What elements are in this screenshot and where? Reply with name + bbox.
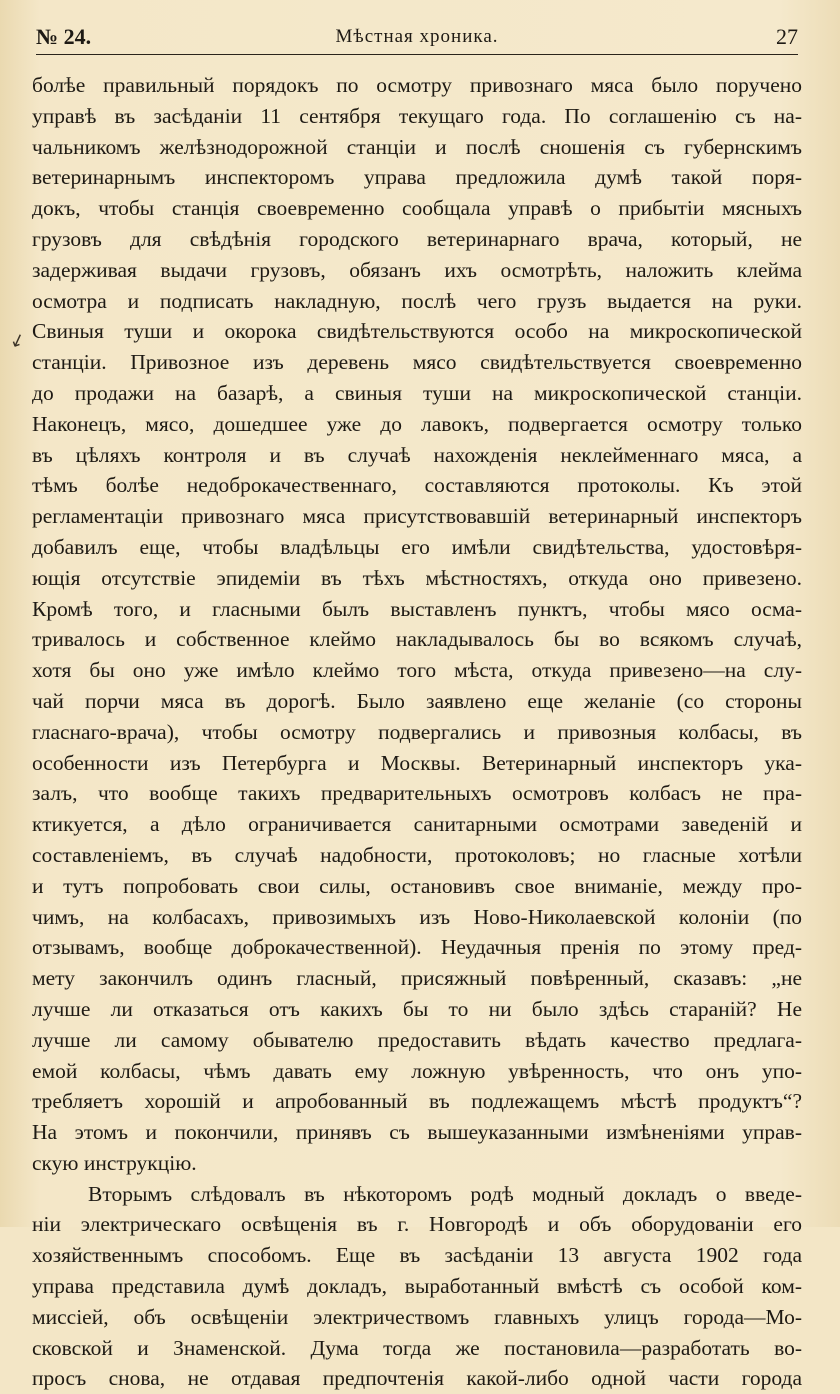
text-line: чай порчи мяса въ дорогѣ. Было заявлено еще желаніе (со стороны	[32, 688, 802, 713]
text-line: залъ, что вообще такихъ предварительныхъ осмотровъ колбасъ не пра-	[32, 781, 802, 806]
margin-pencil-mark: ↙	[6, 328, 29, 353]
text-line: сковской и Знаменской. Дума тогда же постановила—разработать во-	[32, 1335, 802, 1360]
text-line: ктикуется, а дѣло ограничивается санитарными осмотрами заведеній и	[32, 812, 802, 837]
paragraph-start-line: Вторымъ слѣдовалъ въ нѣкоторомъ родѣ модный докладъ о введе-	[88, 1181, 802, 1206]
text-line: ющія отсутствіе эпидеміи въ тѣхъ мѣстностяхъ, откуда оно привезено.	[32, 565, 802, 590]
text-line: станціи. Привозное изъ деревень мясо свидѣтельствуется своевременно	[32, 350, 802, 375]
text-line: отзывамъ, вообще доброкачественной). Неудачныя пренія по этому пред-	[32, 935, 802, 960]
text-line: добавилъ еще, чтобы владѣльцы его имѣли свидѣтельства, удостовѣря-	[32, 534, 802, 559]
page-header	[36, 22, 798, 52]
text-line: болѣе правильный порядокъ по осмотру привознаго мяса было поручено	[32, 73, 802, 97]
issue-number: № 24.	[36, 24, 92, 49]
text-line: На этомъ и покончили, принявъ съ вышеуказанными измѣненіями управ-	[32, 1120, 802, 1145]
body-text	[32, 70, 802, 1394]
text-line: Наконецъ, мясо, дошедшее уже до лавокъ, подвергается осмотру только	[32, 411, 802, 436]
text-line: ніи электрическаго освѣщенія въ г. Новгородѣ и объ оборудованіи его	[32, 1212, 802, 1237]
section-title: Мѣстная хроника.	[335, 26, 499, 47]
text-line: тѣмъ болѣе недоброкачественнаго, составляются протоколы. Къ этой	[32, 473, 802, 498]
text-line: до продажи на базарѣ, а свиныя туши на микроскопической станціи.	[32, 380, 802, 405]
text-line: лучше ли отказаться отъ какихъ бы то ни было здѣсь стараній? Не	[32, 996, 802, 1021]
text-line: емой колбасы, чѣмъ давать ему ложную увѣренность, что онъ упо-	[32, 1058, 802, 1083]
text-line: требляетъ хорошій и апробованный въ подлежащемъ мѣстѣ продуктъ“?	[32, 1089, 802, 1114]
text-line: составленіемъ, въ случаѣ надобности, протоколовъ; но гласные хотѣли	[32, 842, 802, 867]
text-line: управѣ въ засѣданіи 11 сентября текущаго года. По соглашенію съ на-	[32, 103, 802, 128]
text-line: регламентаціи привознаго мяса присутствовавшій ветеринарный инспекторъ	[32, 504, 802, 529]
text-line: управа представила думѣ докладъ, выработанный вмѣстѣ съ особой ком-	[32, 1274, 802, 1299]
text-line: просъ снова, не отдавая предпочтенія какой-либо одной части города	[32, 1366, 802, 1391]
text-line: гласнаго-врача), чтобы осмотру подвергались и привозныя колбасы, въ	[32, 719, 802, 744]
text-line: ветеринарнымъ инспекторомъ управа предложила думѣ такой поря-	[32, 165, 802, 190]
text-line: Свиныя туши и окорока свидѣтельствуются особо на микроскопической	[32, 319, 802, 344]
text-line: осмотра и подписать накладную, послѣ чего грузъ выдается на руки.	[32, 288, 802, 313]
text-line: докъ, чтобы станція своевременно сообщала управѣ о прибытіи мясныхъ	[32, 196, 802, 221]
page-number: 27	[776, 24, 798, 49]
text-line: тривалось и собственное клеймо накладывалось бы во всякомъ случаѣ,	[32, 627, 802, 652]
text-line: грузовъ для свѣдѣнія городского ветеринарнаго врача, который, не	[32, 226, 802, 251]
text-line: лучше ли самому обывателю предоставить вѣдать качество предлага-	[32, 1027, 802, 1052]
text-line: задерживая выдачи грузовъ, обязанъ ихъ осмотрѣть, наложить клейма	[32, 257, 802, 282]
text-line: и тутъ попробовать свои силы, остановивъ свое вниманіе, между про-	[32, 873, 802, 898]
text-line: мету закончилъ одинъ гласный, присяжный повѣренный, сказавъ: „не	[32, 966, 802, 991]
text-line: чальникомъ желѣзнодорожной станціи и послѣ сношенія съ губернскимъ	[32, 134, 802, 159]
text-line: особенности изъ Петербурга и Москвы. Ветеринарный инспекторъ ука-	[32, 750, 802, 775]
text-line: въ цѣляхъ контроля и въ случаѣ нахожденія неклейменнаго мяса, а	[32, 442, 802, 467]
paragraph-end-line: скую инструкцію.	[32, 1150, 197, 1175]
text-line: Кромѣ того, и гласными былъ выставленъ пунктъ, чтобы мясо осма-	[32, 596, 802, 621]
text-line: хозяйственнымъ способомъ. Еще въ засѣданіи 13 августа 1902 года	[32, 1243, 802, 1268]
text-line: чимъ, на колбасахъ, привозимыхъ изъ Ново-Николаевской колоніи (по	[32, 904, 802, 929]
text-line: миссіей, объ освѣщеніи электричествомъ главныхъ улицъ города—Мо-	[32, 1304, 802, 1329]
text-line: хотя бы оно уже имѣло клеймо того мѣста, откуда привезено—на слу-	[32, 658, 802, 683]
header-rule	[36, 54, 798, 55]
